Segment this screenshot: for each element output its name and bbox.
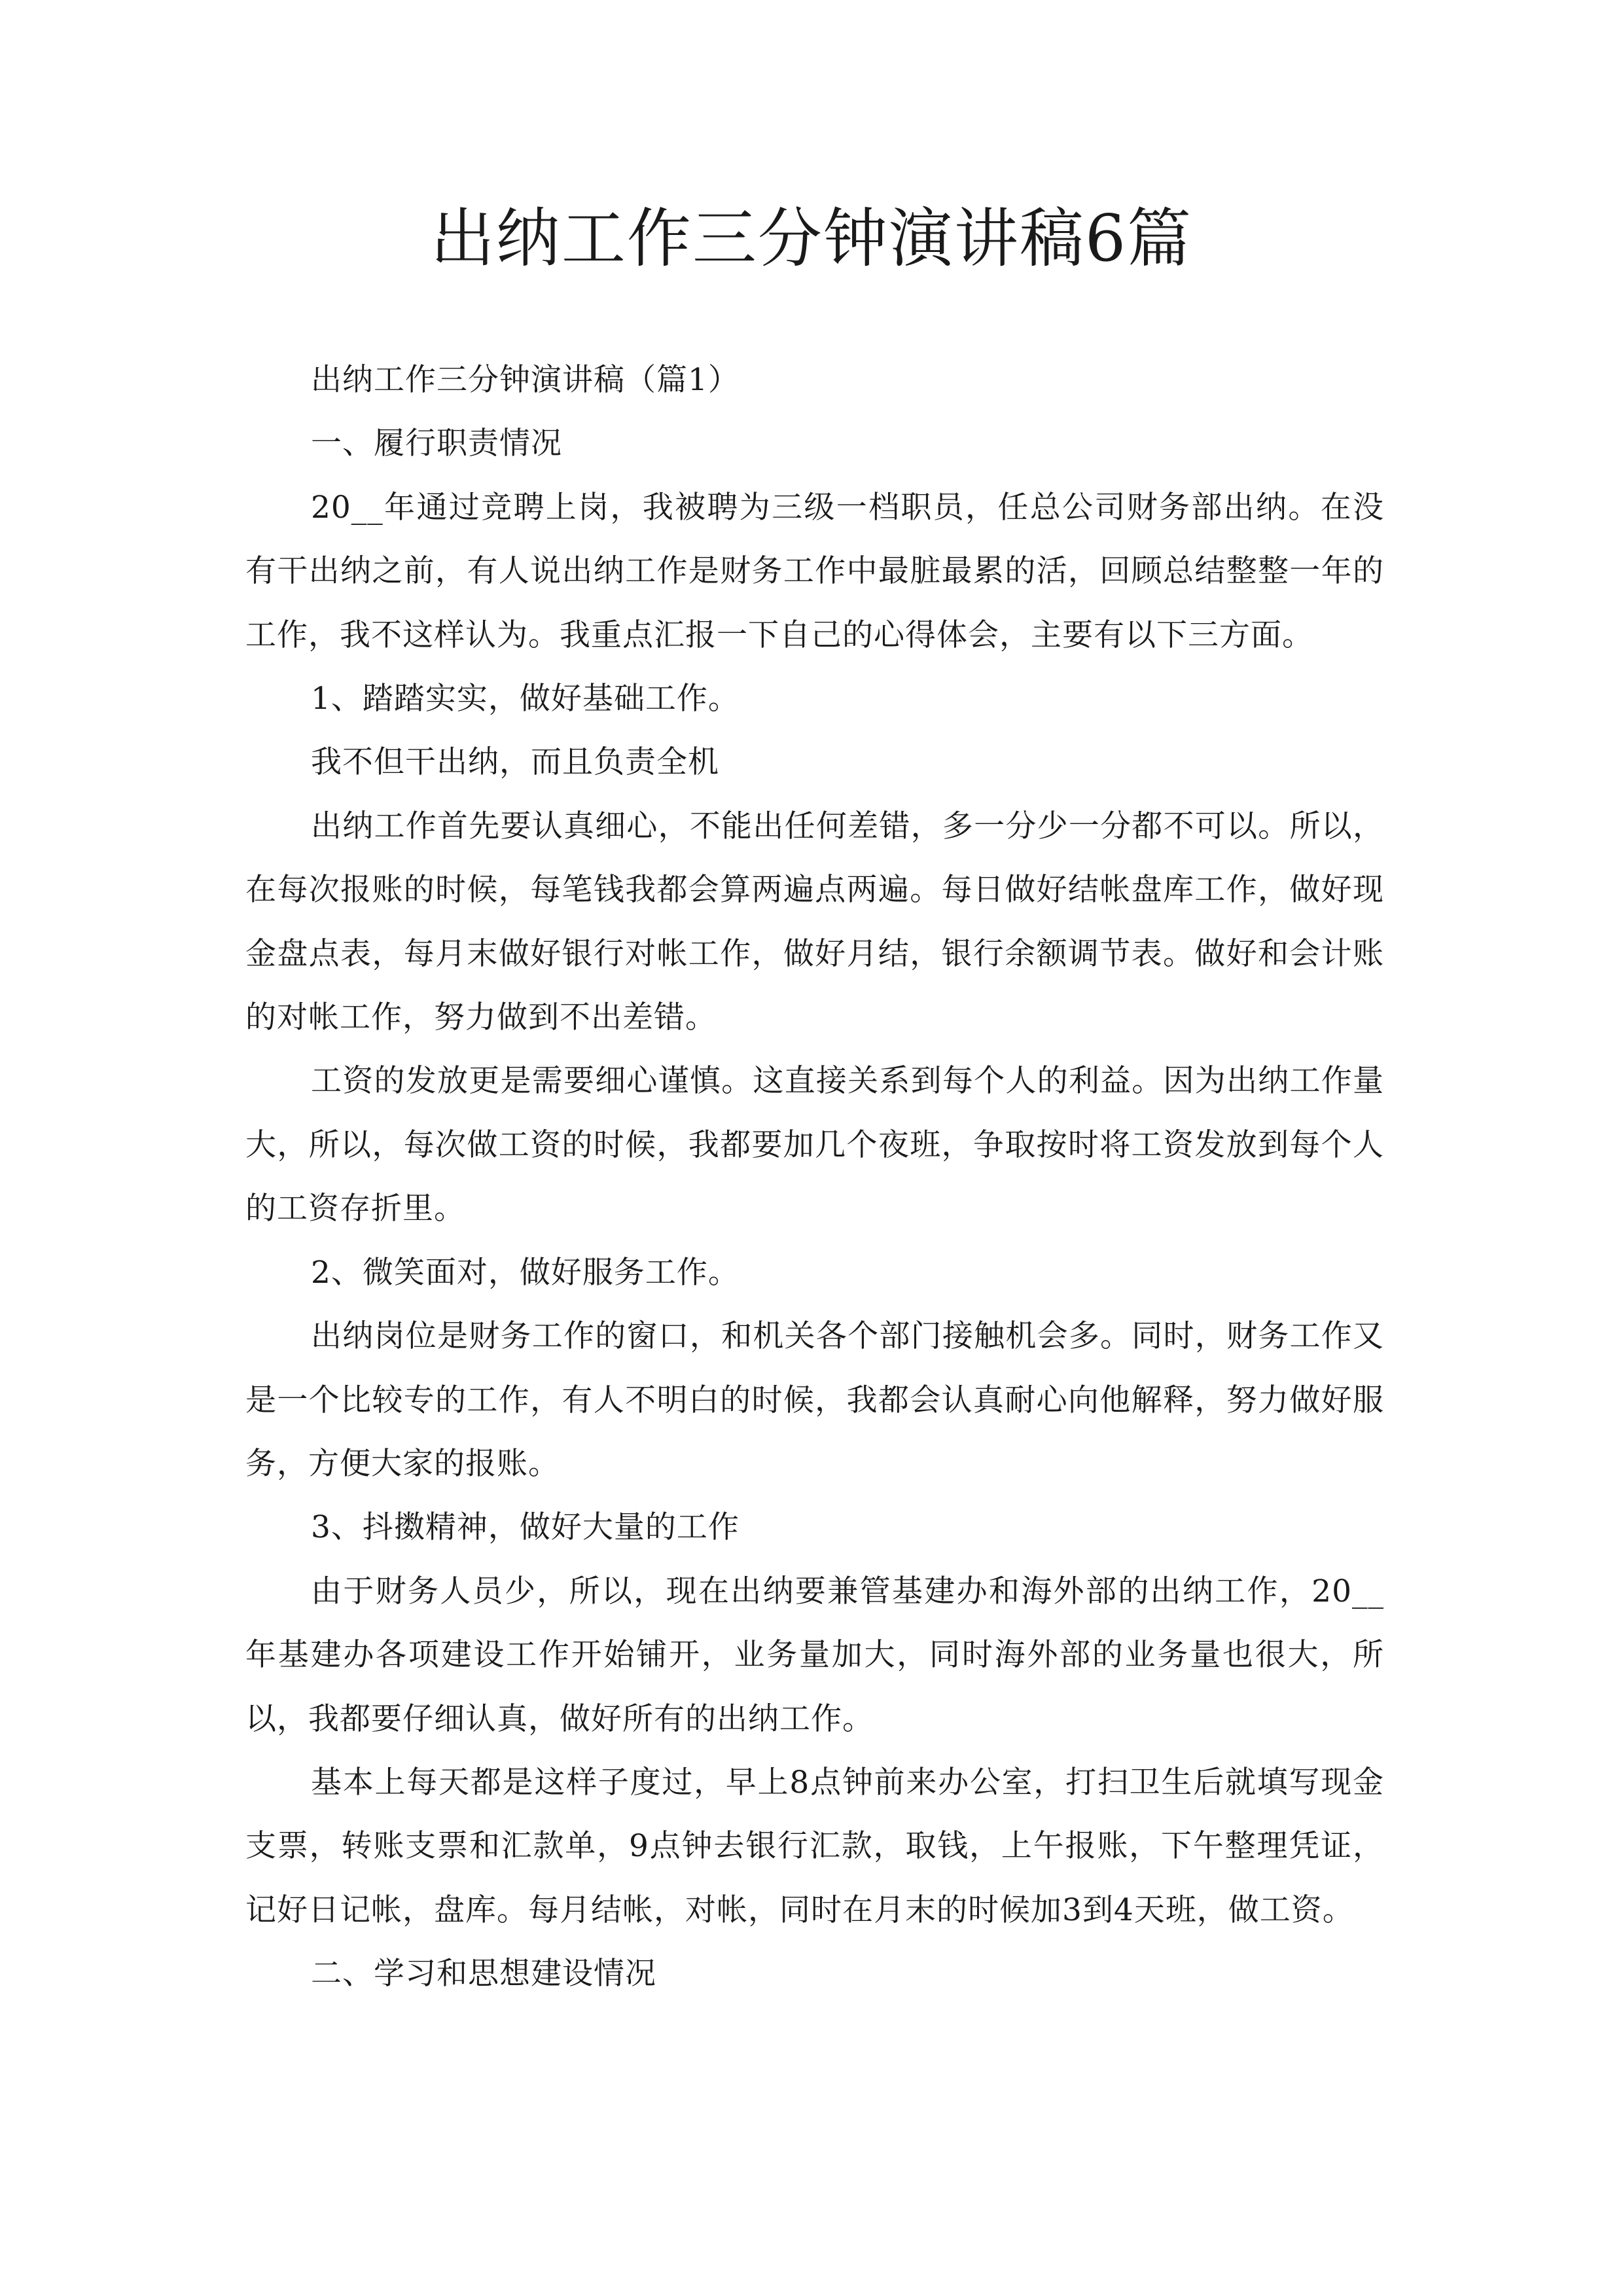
paragraph-daily-routine: 基本上每天都是这样子度过，早上8点钟前来办公室，打扫卫生后就填写现金支票，转账支票和汇款单，9点钟去银行汇款，取钱，上午报账，下午整理凭证，记好日记帐，盘库。每月结帐，对帐，同时在月末的时候加3到4天班，做工资。	[245, 1764, 1384, 1928]
subheading-service: 2、微笑面对，做好服务工作。	[311, 1254, 740, 1291]
document-body	[245, 348, 1384, 2006]
section-heading-study: 二、学习和思想建设情况	[311, 1956, 656, 1992]
heading-speech-1: 出纳工作三分钟演讲稿（篇1）	[311, 362, 740, 398]
paragraph-workload: 由于财务人员少，所以，现在出纳要兼管基建办和海外部的出纳工作，20__年基建办各项建设工作开始铺开，业务量加大，同时海外部的业务量也很大，所以，我都要仔细认真，做好所有的出纳工作。	[245, 1573, 1384, 1737]
paragraph-careful-work: 出纳工作首先要认真细心，不能出任何差错，多一分少一分都不可以。所以，在每次报账的时候，每笔钱我都会算两遍点两遍。每日做好结帐盘库工作，做好现金盘点表，每月末做好银行对帐工作，做好月结，银行余额调节表。做好和会计账的对帐工作，努力做到不出差错。	[245, 808, 1384, 1036]
paragraph-service: 出纳岗位是财务工作的窗口，和机关各个部门接触机会多。同时，财务工作又是一个比较专的工作，有人不明白的时候，我都会认真耐心向他解释，努力做好服务，方便大家的报账。	[245, 1318, 1384, 1482]
paragraph-salary: 工资的发放更是需要细心谨慎。这直接关系到每个人的利益。因为出纳工作量大，所以，每次做工资的时候，我都要加几个夜班，争取按时将工资发放到每个人的工资存折里。	[245, 1063, 1384, 1227]
document-title: 出纳工作三分钟演讲稿6篇	[430, 202, 1193, 276]
paragraph-intro: 20__年通过竞聘上岗，我被聘为三级一档职员，任总公司财务部出纳。在没有干出纳之前，有人说出纳工作是财务工作中最脏最累的活，回顾总结整整一年的工作，我不这样认为。我重点汇报一下自己的心得体会，主要有以下三方面。	[245, 489, 1384, 653]
section-heading-duties: 一、履行职责情况	[311, 425, 562, 462]
paragraph-responsibility: 我不但干出纳，而且负责全机	[311, 744, 719, 781]
subheading-basic-work: 1、踏踏实实，做好基础工作。	[311, 681, 740, 717]
subheading-workload: 3、抖擞精神，做好大量的工作	[311, 1509, 740, 1546]
